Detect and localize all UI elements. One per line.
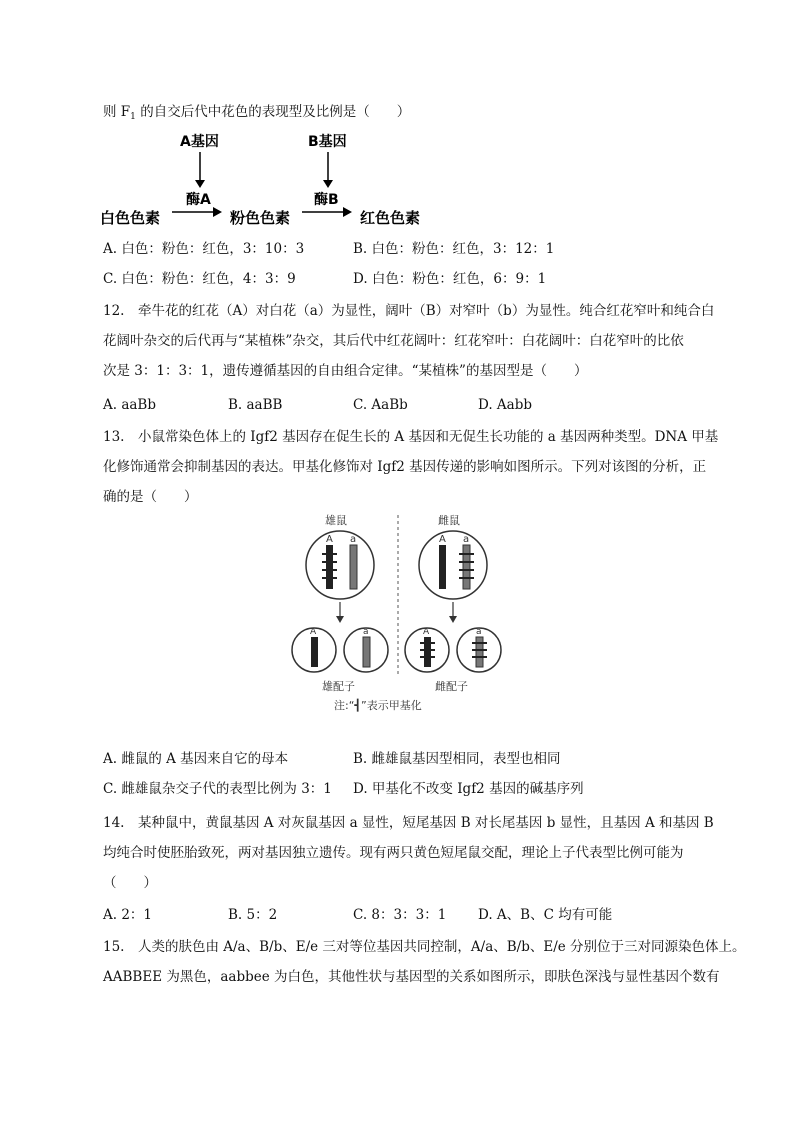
q12-option-a[interactable]: A. aaBb: [103, 397, 156, 413]
q14-option-d[interactable]: D. A、B、C 均有可能: [478, 907, 613, 923]
q11-stem-sub: 1: [130, 112, 136, 122]
female-gamete-a-label: a: [476, 627, 482, 637]
gene-b-label: B基因: [308, 134, 347, 150]
pink-pigment-label: 粉色色素: [230, 209, 291, 227]
q14-stem-line-1: 14. 某种鼠中，黄鼠基因 A 对灰鼠基因 a 显性，短尾基因 B 对长尾基因 b 显性，且基因 A 和基因 B: [103, 815, 714, 831]
red-pigment-label: 红色色素: [360, 209, 421, 227]
female-allele-A-label: A: [439, 534, 446, 545]
male-chromosome-A: [326, 545, 333, 589]
q15-stem-line-2: AABBEE 为黑色，aabbee 为白色，其他性状与基因型的关系如图所示，即肤色深浅与显性基因个数有: [103, 969, 720, 985]
female-gamete-A-label: A: [423, 627, 430, 637]
q13-stem-line-3: 确的是（ ）: [103, 489, 198, 505]
methylation-note: 注:“┫”表示甲基化: [334, 699, 422, 712]
q14-option-b[interactable]: B. 5：2: [228, 907, 278, 923]
q15-stem-line-1: 15. 人类的肤色由 A/a、B/b、E/e 三对等位基因共同控制，A/a、B/b、E/e 分别位于三对同源染色体上。: [103, 939, 746, 955]
q14-stem-line-3: （ ）: [103, 875, 157, 891]
q11-stem-pre: 则 F: [103, 104, 131, 120]
male-allele-A-label: A: [326, 534, 333, 545]
q13-option-c[interactable]: C. 雌雄鼠杂交子代的表型比例为 3：1: [103, 781, 332, 797]
male-gamete-chromosome-A: [311, 637, 318, 667]
enzyme-b-label: 酶B: [314, 192, 339, 208]
female-chromosome-a: [463, 545, 470, 589]
q13-option-d[interactable]: D. 甲基化不改变 Igf2 基因的碱基序列: [353, 781, 584, 797]
male-gamete-A-label: A: [310, 627, 317, 637]
q13-stem-line-2: 化修饰通常会抑制基因的表达。甲基化修饰对 Igf2 基因传递的影响如图所示。下列对该图的分析，正: [103, 459, 707, 475]
q12-stem-line-2: 花阔叶杂交的后代再与“某植株”杂交，其后代中红花阔叶：红花窄叶：白花阔叶：白花窄叶的比依: [103, 333, 684, 349]
enzyme-a-label: 酶A: [186, 192, 211, 208]
arrowhead-pink-to-red: [343, 207, 352, 217]
gene-a-label: A基因: [180, 134, 219, 150]
pathway-svg: [100, 130, 440, 230]
female-parent-cell: [419, 531, 487, 599]
q14-option-c[interactable]: C. 8：3：3：1: [353, 907, 447, 923]
methylation-figure: [290, 510, 510, 715]
q12-stem-line-3: 次是 3：1：3：1，遗传遵循基因的自由组合定律。“某植株”的基因型是（ ）: [103, 363, 588, 379]
q11-option-d[interactable]: D. 白色：粉色：红色，6：9：1: [353, 271, 547, 287]
male-gamete-chromosome-a: [363, 637, 370, 667]
white-pigment-label: 白色色素: [100, 209, 161, 227]
female-gamete-chromosome-a: [476, 637, 483, 667]
q11-stem: [103, 103, 743, 126]
q11-option-a[interactable]: A. 白色：粉色：红色，3：10：3: [103, 241, 305, 257]
male-chromosome-a: [350, 545, 357, 589]
female-arrowhead: [449, 616, 457, 623]
q13-option-a[interactable]: A. 雌鼠的 A 基因来自它的母本: [103, 751, 289, 767]
gene-a-arrowhead: [195, 180, 205, 188]
q12-option-b[interactable]: B. aaBB: [228, 397, 283, 413]
male-allele-a-label: a: [350, 534, 357, 545]
q13-stem-line-1: 13. 小鼠常染色体上的 Igf2 基因存在促生长的 A 基因和无促生长功能的 a 基因两种类型。DNA 甲基: [103, 429, 719, 445]
methylation-svg: [290, 510, 510, 715]
female-gamete-label: 雌配子: [435, 680, 468, 693]
q11-stem-post: 的自交后代中花色的表现型及比例是（ ）: [135, 104, 411, 120]
gene-b-arrowhead: [323, 180, 333, 188]
pigment-pathway-diagram: [100, 130, 440, 230]
male-gamete-a-label: a: [363, 627, 369, 637]
female-gamete-chromosome-A: [424, 637, 431, 667]
q13-option-b[interactable]: B. 雌雄鼠基因型相同，表型也相同: [353, 751, 561, 767]
male-mouse-label: 雄鼠: [325, 514, 347, 527]
q12-option-c[interactable]: C. AaBb: [353, 397, 408, 413]
female-allele-a-label: a: [463, 534, 470, 545]
male-parent-cell: [306, 531, 374, 599]
q14-option-a[interactable]: A. 2：1: [103, 907, 153, 923]
q14-stem-line-2: 均纯合时使胚胎致死，两对基因独立遗传。现有两只黄色短尾鼠交配，理论上子代表型比例可能为: [103, 845, 684, 861]
q12-option-d[interactable]: D. Aabb: [478, 397, 533, 413]
q12-stem-line-1: 12. 牵牛花的红花（A）对白花（a）为显性，阔叶（B）对窄叶（b）为显性。纯合红花窄叶和纯合白: [103, 303, 715, 319]
q11-option-c[interactable]: C. 白色：粉色：红色，4：3：9: [103, 271, 296, 287]
male-arrowhead: [336, 616, 344, 623]
female-mouse-label: 雌鼠: [438, 514, 460, 527]
female-chromosome-A: [439, 545, 446, 589]
q11-option-b[interactable]: B. 白色：粉色：红色，3：12：1: [353, 241, 555, 257]
male-gamete-label: 雄配子: [322, 680, 355, 693]
arrowhead-white-to-pink: [213, 207, 222, 217]
